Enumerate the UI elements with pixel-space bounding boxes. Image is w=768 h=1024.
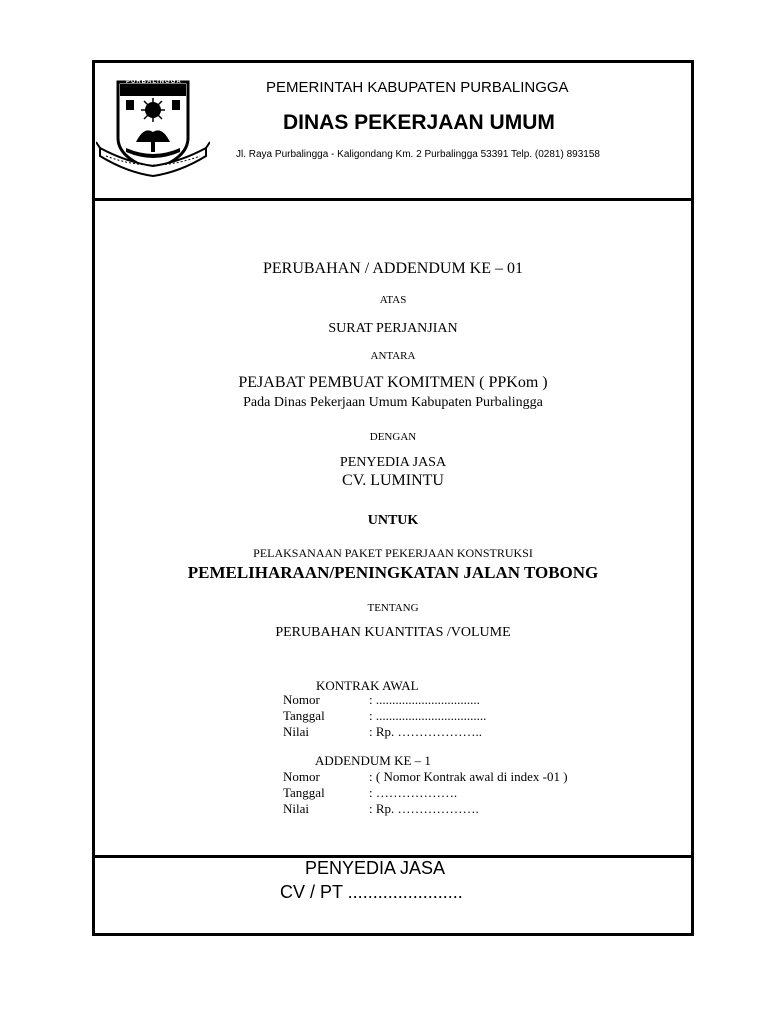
pada-dinas-label: Pada Dinas Pekerjaan Umum Kabupaten Purbalingga bbox=[243, 395, 543, 410]
header-divider bbox=[92, 198, 694, 201]
footer-cv-pt: CV / PT ....................... bbox=[280, 882, 463, 902]
atas-label: ATAS bbox=[379, 294, 407, 306]
addendum-tanggal-label: Tanggal bbox=[283, 785, 325, 800]
kontrak-nomor-label: Nomor bbox=[283, 692, 320, 707]
addendum-nomor-label: Nomor bbox=[283, 769, 320, 784]
tentang-label: TENTANG bbox=[367, 602, 419, 614]
kontrak-nomor-value: : ................................ bbox=[369, 692, 480, 707]
pejabat-label: PEJABAT PEMBUAT KOMITMEN ( PPKom ) bbox=[238, 374, 548, 391]
project-name: PEMELIHARAAN/PENINGKATAN JALAN TOBONG bbox=[187, 563, 599, 582]
perubahan-label: PERUBAHAN KUANTITAS /VOLUME bbox=[275, 625, 511, 640]
kontrak-nilai-value: : Rp. ……………….. bbox=[369, 724, 483, 739]
logo-label: PURBALINGGA bbox=[126, 79, 182, 85]
penyedia-jasa-label: PENYEDIA JASA bbox=[339, 455, 447, 470]
kontrak-awal-heading: KONTRAK AWAL bbox=[316, 678, 419, 693]
cv-name: CV. LUMINTU bbox=[342, 472, 444, 489]
addendum-nilai-value: : Rp. ………………. bbox=[369, 801, 479, 816]
footer-penyedia-jasa: PENYEDIA JASA bbox=[305, 858, 446, 878]
dengan-label: DENGAN bbox=[369, 431, 417, 443]
kontrak-nilai-label: Nilai bbox=[283, 724, 309, 739]
untuk-label: UNTUK bbox=[367, 513, 419, 528]
addendum-tanggal-value: : ………………. bbox=[369, 785, 458, 800]
addendum-heading: ADDENDUM KE – 1 bbox=[315, 753, 431, 768]
kontrak-tanggal-value: : .................................. bbox=[369, 708, 487, 723]
addendum-nomor-value: : ( Nomor Kontrak awal di index -01 ) bbox=[369, 769, 568, 784]
agency-address: Jl. Raya Purbalingga - Kaligondang Km. 2 Purbalingga 53391 Telp. (0281) 893158 bbox=[236, 149, 600, 160]
addendum-title: PERUBAHAN / ADDENDUM KE – 01 bbox=[262, 260, 523, 277]
surat-perjanjian: SURAT PERJANJIAN bbox=[328, 321, 458, 336]
antara-label: ANTARA bbox=[370, 350, 416, 362]
purbalingga-crest-logo bbox=[96, 76, 210, 180]
addendum-nilai-label: Nilai bbox=[283, 801, 309, 816]
kontrak-tanggal-label: Tanggal bbox=[283, 708, 325, 723]
government-name: PEMERINTAH KABUPATEN PURBALINGGA bbox=[266, 79, 569, 96]
agency-name: DINAS PEKERJAAN UMUM bbox=[283, 111, 555, 134]
pelaksanaan-label: PELAKSANAAN PAKET PEKERJAAN KONSTRUKSI bbox=[253, 546, 533, 560]
